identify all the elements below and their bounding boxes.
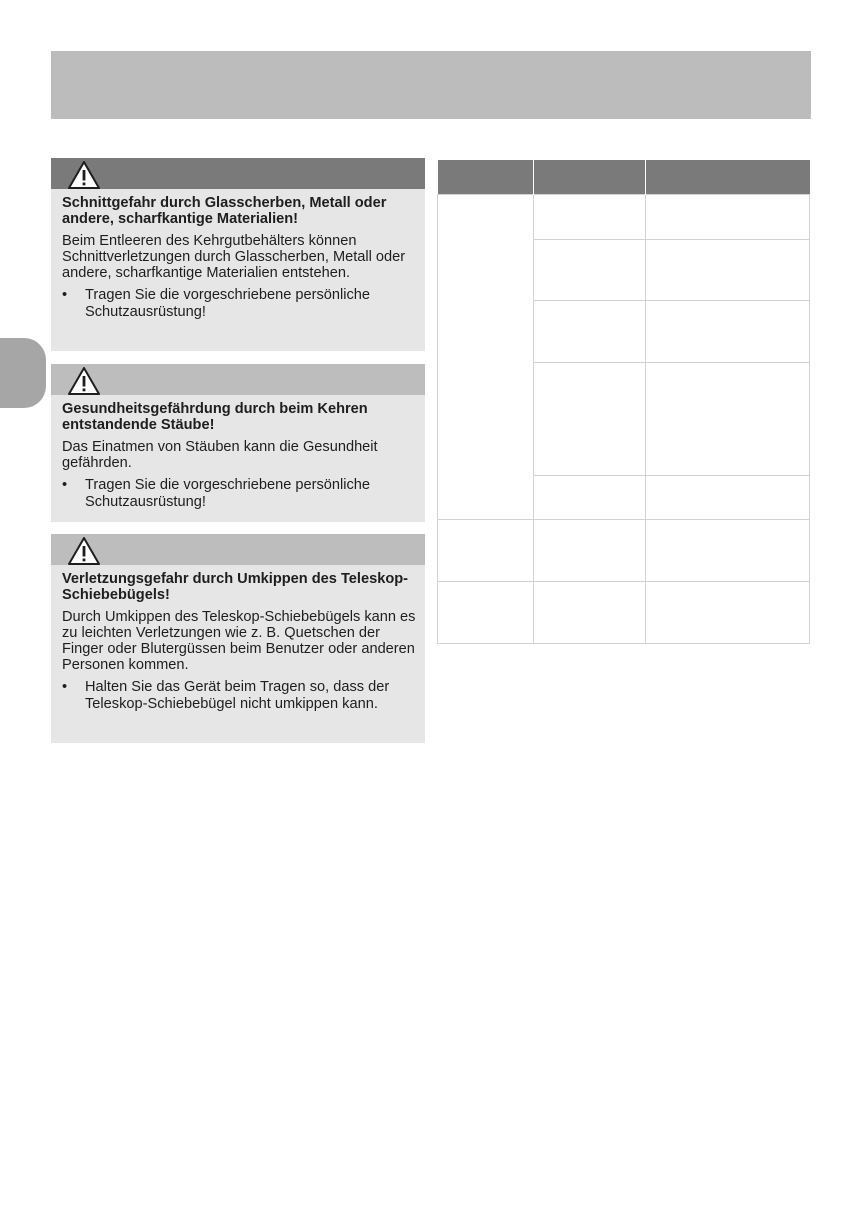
table-cell	[438, 582, 534, 644]
table-header-cell	[646, 160, 810, 195]
warning-instruction	[62, 679, 417, 713]
table-cell	[534, 520, 646, 582]
table-cell	[438, 195, 534, 520]
warning-box-dust-hazard	[51, 364, 425, 522]
warning-header	[51, 364, 425, 395]
table-cell	[646, 301, 810, 363]
warning-text: Beim Entleeren des Kehrgutbehälters können Schnittverletzungen durch Glasscherben, Metall oder andere, scharfkantige Materialien entstehen.	[62, 233, 406, 281]
table-cell	[646, 476, 810, 520]
table-row	[438, 195, 810, 240]
table-row	[438, 520, 810, 582]
bullet-mark: •	[62, 679, 68, 695]
table-cell	[534, 195, 646, 240]
warning-triangle-icon	[67, 160, 101, 190]
table-cell	[646, 363, 810, 476]
table-cell	[646, 582, 810, 644]
warning-instruction	[62, 477, 417, 511]
warning-triangle-icon	[67, 536, 101, 566]
warning-text: Durch Umkippen des Teleskop-Schiebebügels kann es zu leichten Verletzungen wie z. B. Quetschen der Finger oder Blutergüssen beim Benutzer oder anderen Personen kommen.	[62, 609, 416, 673]
table-cell	[438, 520, 534, 582]
warning-instruction-text: Halten Sie das Gerät beim Tragen so, dass der Teleskop-Schiebebügel nicht umkippen kann.	[85, 679, 390, 712]
table-row	[438, 582, 810, 644]
table-cell	[534, 476, 646, 520]
table-cell	[534, 301, 646, 363]
warning-box-tipping-hazard	[51, 534, 425, 743]
table-header-cell	[438, 160, 534, 195]
table-cell	[646, 520, 810, 582]
warning-header	[51, 534, 425, 565]
table-cell	[646, 195, 810, 240]
header-bar	[51, 51, 811, 119]
warning-title: Gesundheitsgefährdung durch beim Kehren entstandende Stäube!	[62, 401, 368, 433]
bullet-mark: •	[62, 287, 68, 303]
warning-box-cut-hazard	[51, 158, 425, 351]
table-cell	[534, 582, 646, 644]
chapter-side-tab	[0, 338, 46, 408]
warning-text: Das Einatmen von Stäuben kann die Gesundheit gefährden.	[62, 439, 378, 471]
warning-title: Schnittgefahr durch Glasscherben, Metall oder andere, scharfkantige Materialien!	[62, 195, 387, 227]
table-header-row	[438, 160, 810, 195]
warning-title: Verletzungsgefahr durch Umkippen des Teleskop-Schiebebügels!	[62, 571, 409, 603]
warning-instruction-text: Tragen Sie die vorgeschriebene persönliche Schutzausrüstung!	[85, 477, 371, 510]
warning-instruction-text: Tragen Sie die vorgeschriebene persönliche Schutzausrüstung!	[85, 287, 371, 320]
table-cell	[646, 240, 810, 301]
warning-header	[51, 158, 425, 189]
table-cell	[534, 240, 646, 301]
troubleshooting-table	[437, 160, 810, 644]
bullet-mark: •	[62, 477, 68, 493]
warning-instruction	[62, 287, 417, 321]
warning-triangle-icon	[67, 366, 101, 396]
table-header-cell	[534, 160, 646, 195]
table-cell	[534, 363, 646, 476]
